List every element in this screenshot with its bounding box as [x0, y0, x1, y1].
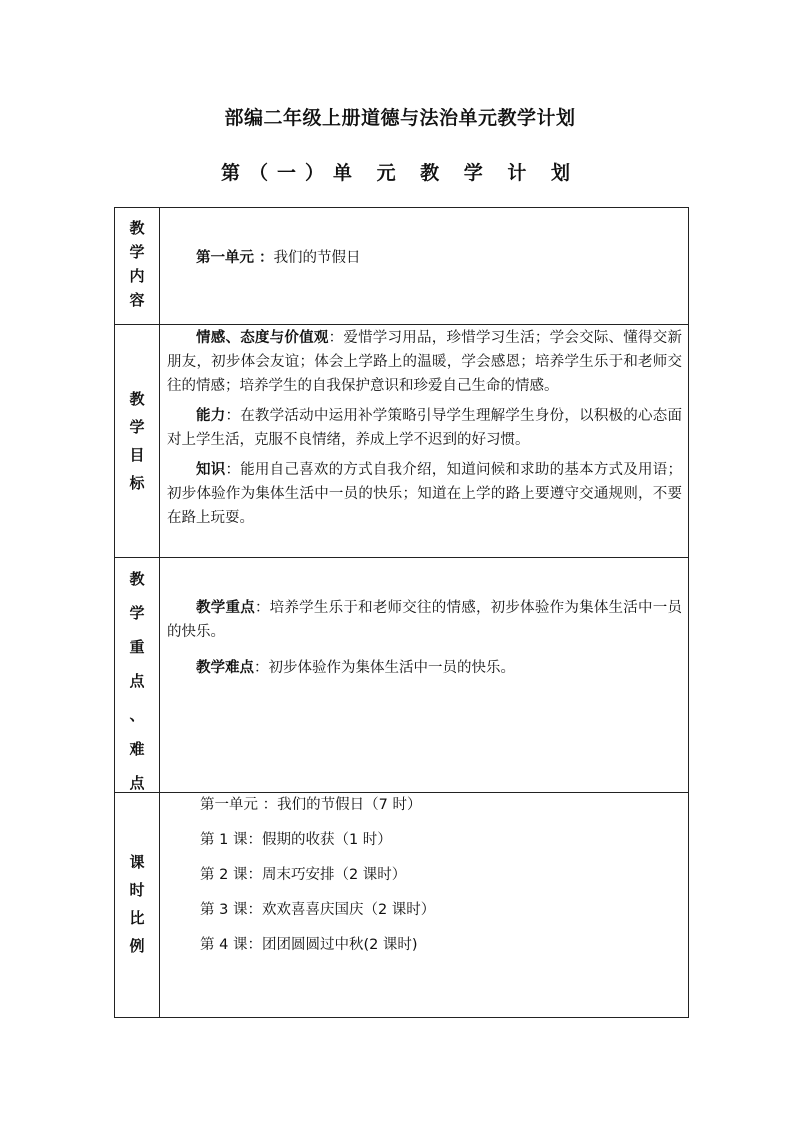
row-label-content: 教 学 内 容 — [129, 219, 145, 309]
schedule-item: 第 3 课：欢欢喜喜庆国庆（2 课时） — [200, 902, 436, 918]
row-divider — [115, 324, 688, 325]
goals-cell — [167, 326, 682, 530]
plan-table — [114, 207, 689, 1018]
row-divider — [115, 792, 688, 793]
row-divider — [115, 557, 688, 558]
row-label-schedule: 课 时 比 例 — [129, 853, 145, 955]
focus-cell — [167, 596, 682, 680]
column-divider — [159, 208, 160, 1017]
row-label-focus: 教 学 重 点 、 难 点 — [129, 570, 145, 792]
unit-name: 我们的节假日 — [273, 250, 361, 266]
row-label-goals: 教 学 目 标 — [129, 390, 145, 492]
schedule-item: 第一单元 ：我们的节假日（7 时） — [200, 797, 422, 813]
difficult-point: 教学难点：初步体验作为集体生活中一员的快乐。 — [196, 660, 515, 676]
knowledge-goal: 知识：能用自己喜欢的方式自我介绍，知道问候和求助的基本方式及用语；初步体验作为集体生活中一员的快乐；知道在上学的路上要遵守交通规则，不要在路上玩耍。 — [167, 462, 682, 526]
document-title: 部编二年级上册道德与法治单元教学计划 — [224, 107, 576, 129]
unit-label: 第一单元 ： — [196, 250, 274, 266]
schedule-item: 第 1 课：假期的收获（1 时） — [200, 832, 392, 848]
unit-plan-title: 第（一）单 元 教 学 计 划 — [220, 162, 580, 184]
schedule-cell — [167, 795, 682, 955]
ability-goal: 能力：在教学活动中运用补学策略引导学生理解学生身份，以积极的心态面对上学生活，克服不良情绪，养成上学不迟到的好习惯。 — [167, 408, 682, 448]
content-cell — [167, 246, 682, 270]
emotion-goal: 情感、态度与价值观：爱惜学习用品，珍惜学习生活；学会交际、懂得交新朋友，初步体会友谊；体会上学路上的温暖，学会感恩；培养学生乐于和老师交往的情感；培养学生的自我保护意识和珍爱自己生命的情感。 — [167, 330, 682, 394]
schedule-item: 第 2 课：周末巧安排（2 课时） — [200, 867, 407, 883]
key-point: 教学重点：培养学生乐于和老师交往的情感，初步体验作为集体生活中一员的快乐。 — [167, 600, 682, 640]
schedule-item: 第 4 课：团团圆圆过中秋(2 课时) — [200, 937, 418, 953]
